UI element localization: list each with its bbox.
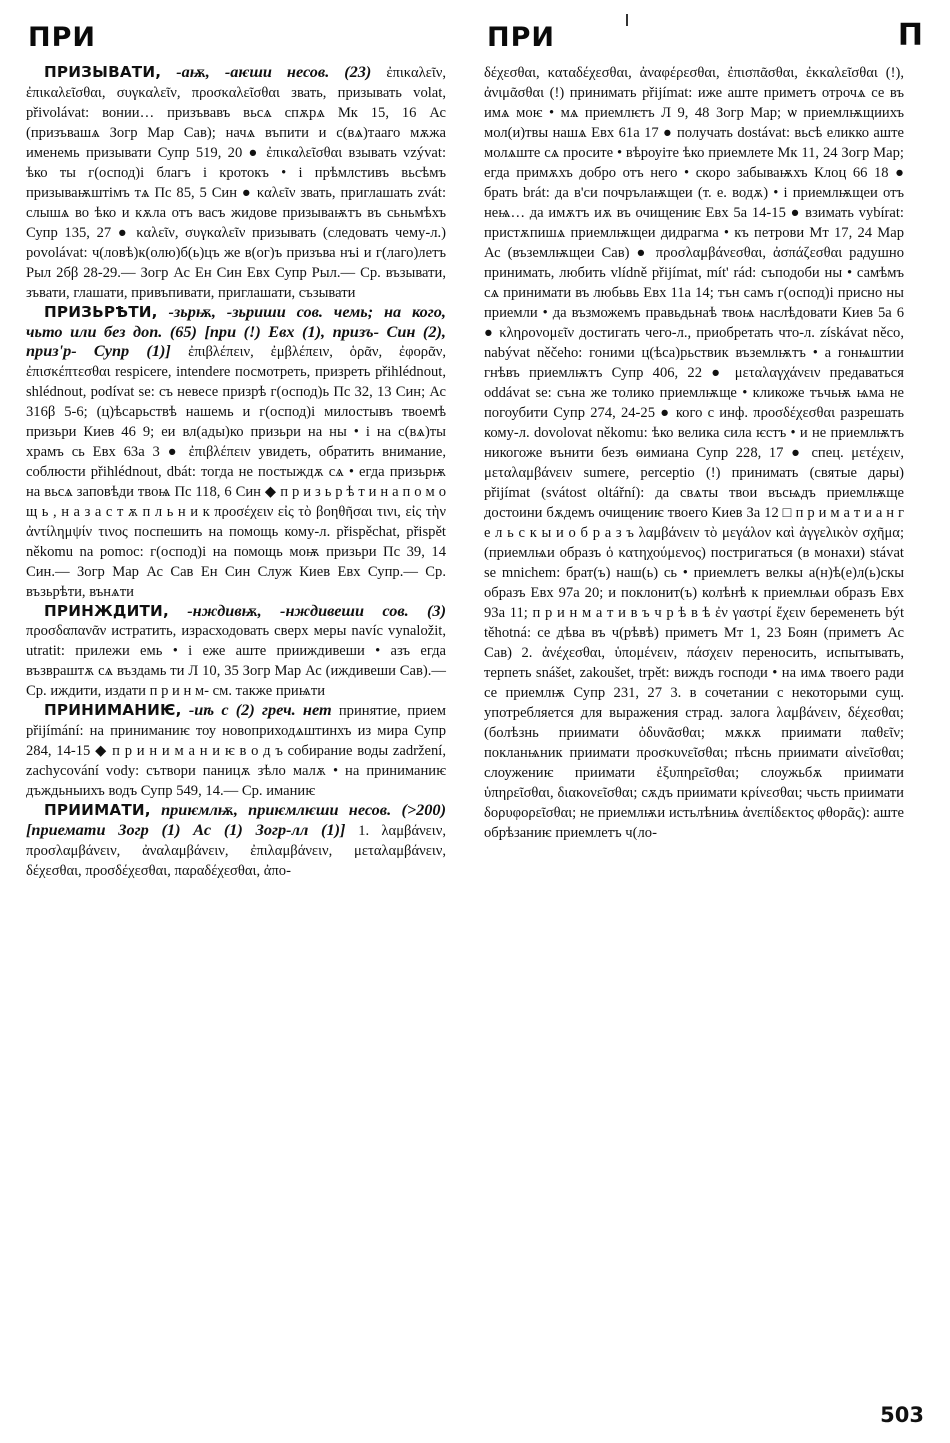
grammar-info: -нждивѭ, -нждивеши сов. (3) — [187, 600, 446, 620]
grammar-info: -иѣ с (2) греч. нет — [188, 700, 332, 720]
entry-prinzhditi — [26, 601, 446, 701]
running-head-center: ПРИ — [487, 22, 555, 53]
page-number: 503 — [880, 1403, 924, 1427]
grammar-info: -аѭ, -аѥши несов. (23) — [176, 62, 372, 81]
entry-body: принятие, прием přijímání: на приниманиѥ тоу новоприходѧштинхъ из мира Супр 284, 14-15 ◆ п р и н и м а н и ѥ в о д ъ собирание воды zadržení, zachycování vody: сътвори паницѫ зѣло малѫ • на приниманиѥ дъждьныихъ водъ Супр 549, 14.— Ср. иманиѥ — [26, 703, 446, 800]
grammar-info: -зьрѭ, -зьриши сов. чемь; на кого, чьто или без доп. (65) [при (!) Евх (1), призъ- Син (2), приз'р- Супр (1)] — [26, 302, 446, 360]
entry-body: προσδαπανᾶν истратить, израсходовать сверх меры navíc vynaložit, utratit: прилежи емь • і еже аште прииждивеши • азъ егда възвраштѫ сѧ въздамь ти Л 10, 35 Зогр Мар Ас (иждивеши Сав).— Ср. иждити, издати п р и н м- см. также приѩти — [26, 623, 446, 700]
entry-prizyvati — [26, 62, 446, 302]
left-column — [26, 62, 446, 1392]
entry-body: δέχεσθαι, καταδέχεσθαι, ἀναφέρεσθαι, ἐπισπᾶσθαι, ἐκκαλεῖσθαι (!), ἀνιμᾶσθαι (!) принимать přijímat: иже аште приметъ отрочѧ се въ имѧ моѥ • мѧ приемлѥтъ Л 9, 48 Зогр Мар; ѡ приемлѭщиихъ мол(и)твы нашѧ Евх 61а 17 ● получать dostávat: вьсѣ еликко аште молѧште сѧ просите • вѣроуіте ѣко приемлете Мк 11, 24 Зогр Мар; егда примѫхъ добро отъ него • скоро забываѭхъ Клоц 66 18 ● брать brát: да в'си почрълаѭщеи (т. е. водѫ) • і приемлѭщеи отъ неѩ… да имѫтъ иѫ въ очищениѥ Евх 5а 14-15 ● взимать vybírat: пристѫпишѧ приемлѭщеи дидрагма • къ петрови Мт 17, 24 Мар Ас (въземлѭщеи Сав) ● προσλαμβάνεσθαι, ἀσπάζεσθαι радушно принимать, любить vlídně přijímat, mít' rád: съподоби ны • самѣмъ сѧ принимати въ любьвь Евх 11а 14; тън самъ г(оспод)і присно ны приемли • да възможемъ правьдьнаѣ твоѩ наслѣдовати Киев 5а 6 ● κληρονομεῖν достигать чего-л., приобретать что-л. získávat něco, nabývat něčeho: гоними ц(ѣса)рьствик въземлѭтъ • а гонѩштии гнѣвъ приемлѭтъ Супр 406, 22 ● μεταλαγχάνειν предаваться oddávat se: съна же толико приемлѭще • кликоже тъчьѭ ѩма не погоубити Супр 274, 24-25 ● кого с инф. προσδέχεσθαι разрешать кому-л. dovolovat někomu: ѣко велика сила ѥстъ • и не приемлѭтъ никогоже вънити безъ ѳимиана Супр 228, 17 ● спец. μετέχειν, μεταλαμβάνειν sumere, perceptio (!) принимать (святые дары) přijímat (svátost oltářní): да свѧты твои въсѩдъ приемлѭще достоини бѫдемъ очищениѥ твоего Киев За 12 □ п р и м а т и а н г е л ь с к ы и о б р а з ъ λαμβάνειν τὸ μεγάλον καὶ ἀγγελικὸν σχῆμα; (приемлѩи образъ ὁ κατηχούμενος) постригаться (в монахи) stávat se mnichem: брат(ъ) наш(ь) сь • приемлетъ велкы а(н)ѣ(е)л(ь)скы образъ Евх 97а 20; и поклонит(ъ) колѣнѣ к приемлѩи образъ Евх 93а 11; п р и н м а т и в ъ ч р ѣ в ѣ ἐν γαστρί ἔχειν беременеть být těhotná: се дѣва въ ч(рѣвѣ) приметъ Мт 1, 23 Боян (приметъ Ас Сав) 2. ἀνέχεσθαι, ὑπομένειν, πάσχειν переносить, испытывать, терпеть snášet, zakoušet, trpět: виждъ господи • на имѧ твоего ради се приемлѭ Супр 231, 27 3. в сочетании с некоторыми сущ. употребляется для выражения страд. залога λαμβάνειν, δέχεσθαι; (болѣзнь приимати ὀδυνᾶσθαι; мѫкѫ приимати παθεῖν; покланѩник приимати προσκυνεῖσθαι; пѣснь приимати αἰνεῖσθαι; слоужениѥ приимати ἐξυπηρεῖσθαι; слоужьбѫ приимати ὑπηρεῖσθαι, διακονεῖσθαι; сѫдъ приимати κρίνεσθαι; чьсть приимати δορυφορεῖσθαι; не приемлѭи истьлѣниѩ ἀνεπίδεκτος φθορᾶς): аште обрѣзаниѥ приемлетъ ч(ло- — [484, 65, 904, 841]
headword: ПРИНЖДИТИ, — [44, 601, 169, 620]
grammar-info: приѥмлѭ, приѥмлѥши несов. (>200) [приемати Зогр (1) Ас (1) Зогр-лл (1)] — [26, 800, 446, 840]
page-header — [0, 14, 950, 60]
headword: ПРИНИМАНИѤ, — [44, 701, 182, 720]
entry-body: 1. λαμβάνειν, προσλαμβάνειν, ἀναλαμβάνειν, ἐπιλαμβάνειν, μεταλαμβάνειν, δέχεσθαι, προσδέχεσθαι, παραδέχεσθαι, ἀπο- — [26, 823, 446, 880]
text-columns — [26, 62, 924, 1392]
headword: ПРИИМАТИ, — [44, 801, 151, 820]
headword: ПРИЗЫВАТИ, — [44, 63, 162, 81]
right-column — [484, 62, 904, 1392]
entry-priimati — [26, 800, 446, 880]
page-tick-mark — [626, 14, 628, 26]
running-head-left: ПРИ — [28, 22, 96, 53]
running-head-letter: П — [897, 18, 924, 53]
entry-body: ἐπιβλέπειν, ἐμβλέπειν, ὁρᾶν, ἐφορᾶν, ἐπισκέπτεσθαι respicere, intendere посмотреть, призреть přihlédnout, shlédnout, podívat se: съ невесе призрѣ г(оспод)ь Пс 32, 13 Син; Ас 316β 5-6; (ц)ѣсарьствѣ нашемь и г(оспод)і милостывъ твоемѣ призьри Киев 46 9; еи вл(ады)ко призьри на ны • і на с(вѧ)ты храмъ сь Евх 63а 3 ● ἐπιβλέπειν увидеть, обратить внимание, соблюсти přihlédnout, dbát: тогда не постыждѫ сѧ • егда призьрѭ на вьсѧ заповѣди твоѩ Пс 118, 6 Син ◆ п р и з ь р ѣ т и н а п о м о щ ь , н а з а с т ѫ п л ь н и к προσέχειν εἰς τὸ βοηθῆσαι τινι, εἰς τὴν ἀντίλημψίν τινος поспешить на помощь кому-л. přispěchat, přispět někomu na pomoc: г(оспод)і на помощь моѭ призьри Пс 39, 14 Син.— Зогр Мар Ас Сав Ен Син Служ Киев Евх Супр.— Ср. възьрѣти, вънѧти — [26, 343, 446, 600]
entry-prizreti — [26, 302, 446, 601]
entry-body: ἐπικαλεῖν, ἐπικαλεῖσθαι, συγκαλεῖν, προσκαλεῖσθαι звать, призывать volat, přivolávat: вонии… призъвавъ вьсѧ спѫрѧ Мк 15, 16 Ас (призъвашѧ Зогр Мар Сав); начѧ въпити и с(вѧ)тааго мѫжа именемь призывати Супр 519, 20 ● ἐπικαλεῖσθαι взывать vzývat: ѣко ты г(оспод)і благъ і кротокъ • і прѣмлстивъ вьсѣмъ призываѭштімъ тѧ Пс 85, 5 Син ● καλεῖν звать, приглашать zvát: слышѧ во ѣко и кѫла отъ васъ жидове призываѭтъ въ сьньмѣхъ Супр 135, 27 ● καλεῖν, συγκαλεῖν призывать (следовать чему-л.) povolávat: ч(ловѣ)к(олю)б(ь)цъ же в(ог)ъ призъва нъі и г(лаго)летъ Рыл 2бβ 28-29.— Зогр Ас Ен Син Евх Супр Рыл.— Ср. възывати, зъвати, глашати, привъпивати, приглашати, съзывати — [26, 65, 446, 301]
headword: ПРИЗЬРѢТИ, — [44, 303, 158, 321]
entry-priimati-continued — [484, 62, 904, 842]
entry-primanije — [26, 700, 446, 800]
